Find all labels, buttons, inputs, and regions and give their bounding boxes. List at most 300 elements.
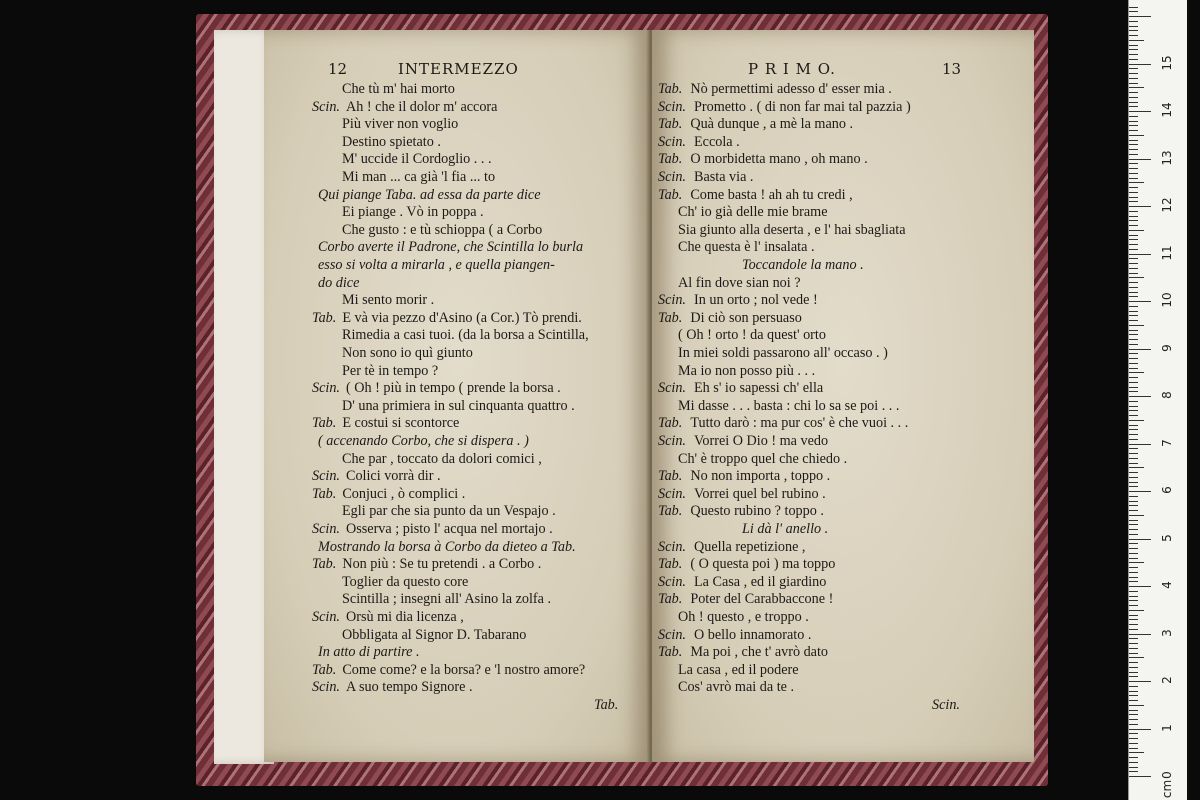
text-line: esso si volta a mirarla , e quella piangen- xyxy=(318,257,555,273)
ruler-tick xyxy=(1129,73,1138,74)
text-line xyxy=(312,520,553,538)
ruler-tick xyxy=(1129,244,1138,245)
speaker-label: Scin. xyxy=(658,433,686,449)
ruler-tick xyxy=(1129,710,1138,711)
ruler-tick xyxy=(1129,349,1151,350)
ruler-label: 9 xyxy=(1160,343,1174,352)
text-line xyxy=(658,485,826,503)
text-line xyxy=(658,150,868,168)
text-line xyxy=(658,379,823,397)
ruler-tick xyxy=(1129,239,1138,240)
ruler-tick xyxy=(1129,653,1138,654)
ruler-tick xyxy=(1129,429,1138,430)
dialogue-text: In un orto ; nol vede ! xyxy=(693,292,818,309)
ruler-tick xyxy=(1129,714,1138,715)
speaker-label: Scin. xyxy=(658,133,686,150)
ruler-tick xyxy=(1129,757,1138,758)
ruler-tick xyxy=(1129,501,1138,502)
ruler-tick xyxy=(1129,182,1144,183)
text-line xyxy=(658,186,853,204)
dialogue-text: Basta via . xyxy=(693,169,754,185)
dialogue-text: Come come? e la borsa? e 'l nostro amore? xyxy=(342,661,586,678)
dialogue-text: Eccola . xyxy=(693,133,740,150)
ruler-tick xyxy=(1129,610,1144,611)
text-line xyxy=(312,379,561,397)
ruler-label: 14 xyxy=(1160,102,1174,118)
speaker-label: Tab. xyxy=(658,151,683,168)
ruler-tick xyxy=(1129,187,1138,188)
ruler-label: 13 xyxy=(1160,149,1174,166)
speaker-label: Scin. xyxy=(658,485,686,502)
dialogue-text: Vorrei O Dio ! ma vedo xyxy=(693,433,829,449)
speaker-label: Tab. xyxy=(312,556,337,573)
dialogue-text: Di ciò son persuaso xyxy=(690,309,802,326)
text-line xyxy=(658,291,818,309)
ruler-tick xyxy=(1129,40,1144,41)
text-line: Ei piange . Vò in poppa . xyxy=(342,204,484,221)
text-line: Cos' avrò mai da te . xyxy=(678,679,795,696)
right-page xyxy=(652,30,1034,762)
speaker-label: Scin. xyxy=(312,679,340,696)
text-line xyxy=(312,661,585,679)
text-line: In atto di partire . xyxy=(318,644,420,661)
ruler-tick xyxy=(1129,154,1138,155)
text-line xyxy=(312,555,541,573)
dialogue-text: La Casa , ed il giardino xyxy=(693,573,827,590)
dialogue-text: O bello innamorato . xyxy=(693,626,812,643)
text-line xyxy=(658,98,911,116)
speaker-label: Tab. xyxy=(658,468,683,485)
text-line: Scin. xyxy=(932,697,960,713)
ruler-tick xyxy=(1129,458,1138,459)
text-line: Mostrando la borsa à Corbo da dieteo a Tab. xyxy=(318,538,576,555)
dialogue-text: Ah ! che il dolor m' accora xyxy=(345,98,498,115)
ruler-tick xyxy=(1129,54,1138,55)
ruler-tick xyxy=(1129,292,1138,293)
ruler-tick xyxy=(1129,35,1138,36)
ruler-tick xyxy=(1129,353,1138,354)
text-line: Al fin dove sian noi ? xyxy=(678,274,801,291)
ruler-tick xyxy=(1129,334,1138,335)
ruler-tick xyxy=(1129,111,1151,112)
ruler-tick xyxy=(1129,415,1138,416)
speaker-label: Tab. xyxy=(658,556,683,573)
dialogue-text: Eh s' io sapessi ch' ella xyxy=(693,380,824,397)
ruler-label: 1 xyxy=(1160,723,1174,732)
text-line xyxy=(658,555,835,573)
ruler-tick xyxy=(1129,771,1138,772)
page-number: 13 xyxy=(942,60,962,78)
text-line: Corbo averte il Padrone, che Scintilla lo burla xyxy=(318,239,584,256)
ruler-tick xyxy=(1129,296,1138,297)
ruler-tick xyxy=(1129,311,1138,312)
text-line: Ch' io già delle mie brame xyxy=(678,204,828,221)
ruler-label: 6 xyxy=(1160,486,1174,494)
ruler-tick xyxy=(1129,339,1138,340)
dialogue-text: Nò permettimi adesso d' esser mia . xyxy=(690,81,892,97)
ruler-tick xyxy=(1129,667,1138,668)
left-page xyxy=(264,30,650,762)
text-line xyxy=(312,485,465,503)
ruler-tick xyxy=(1129,173,1138,174)
ruler-tick xyxy=(1129,520,1138,521)
text-line: Qui piange Taba. ad essa da parte dice xyxy=(318,186,541,203)
ruler-tick xyxy=(1129,453,1138,454)
ruler-tick xyxy=(1129,149,1138,150)
ruler-tick xyxy=(1129,11,1138,12)
text-line xyxy=(658,432,828,450)
speaker-label: Scin. xyxy=(658,573,686,590)
text-line: Obbligata al Signor D. Tabarano xyxy=(342,626,527,643)
ruler-label: 11 xyxy=(1160,244,1174,261)
ruler-tick xyxy=(1129,159,1151,160)
text-line: Tab. xyxy=(594,697,619,713)
ruler-tick xyxy=(1129,634,1151,635)
speaker-label: Scin. xyxy=(658,292,686,309)
text-line: Scintilla ; insegni all' Asino la zolfa . xyxy=(342,591,552,608)
ruler-label: 10 xyxy=(1160,292,1174,308)
text-line xyxy=(658,115,853,133)
ruler-tick xyxy=(1129,401,1138,402)
speaker-label: Tab. xyxy=(658,591,683,608)
ruler-tick xyxy=(1129,125,1138,126)
ruler-tick xyxy=(1129,482,1138,483)
ruler-tick xyxy=(1129,344,1138,345)
ruler-tick xyxy=(1129,315,1138,316)
ruler-tick xyxy=(1129,539,1151,540)
speaker-label: Scin. xyxy=(312,521,340,537)
ruler-label: 3 xyxy=(1160,628,1174,637)
ruler-tick xyxy=(1129,752,1144,753)
ruler-tick xyxy=(1129,387,1138,388)
ruler-tick xyxy=(1129,410,1138,411)
ruler-tick xyxy=(1129,605,1138,606)
ruler-tick xyxy=(1129,738,1138,739)
dialogue-text: Quà dunque , a mè la mano . xyxy=(690,116,854,133)
ruler-tick xyxy=(1129,216,1138,217)
dialogue-text: Tutto darò : ma pur cos' è che vuoi . . . xyxy=(690,415,909,432)
ruler-tick xyxy=(1129,691,1138,692)
ruler-tick xyxy=(1129,306,1138,307)
ruler-tick xyxy=(1129,83,1138,84)
ruler-tick xyxy=(1129,258,1138,259)
text-line: Oh ! questo , e troppo . xyxy=(678,609,809,625)
ruler-tick xyxy=(1129,543,1138,544)
text-line: Destino spietato . xyxy=(342,133,441,150)
text-line: do dice xyxy=(318,274,360,291)
page-header: INTERMEZZO xyxy=(398,60,519,78)
ruler-tick xyxy=(1129,596,1138,597)
ruler-tick xyxy=(1129,733,1138,734)
speaker-label: Scin. xyxy=(658,380,686,397)
ruler-tick xyxy=(1129,30,1138,31)
text-line xyxy=(312,98,497,116)
ruler-tick xyxy=(1129,591,1138,592)
speaker-label: Tab. xyxy=(312,415,337,432)
ruler-tick xyxy=(1129,211,1138,212)
ruler-tick xyxy=(1129,558,1138,559)
ruler-tick xyxy=(1129,192,1138,193)
ruler-tick xyxy=(1129,472,1138,473)
text-line: D' una primiera in sul cinquanta quattro . xyxy=(342,397,575,414)
ruler-tick xyxy=(1129,776,1151,777)
ruler-tick xyxy=(1129,553,1138,554)
text-line xyxy=(658,643,828,661)
ruler-tick xyxy=(1129,254,1151,255)
ruler-tick xyxy=(1129,116,1138,117)
ruler-tick xyxy=(1129,197,1138,198)
ruler-label: 8 xyxy=(1160,391,1174,399)
speaker-label: Scin. xyxy=(658,538,686,555)
ruler-tick xyxy=(1129,268,1138,269)
ruler-tick xyxy=(1129,140,1138,141)
text-line: Mi dasse . . . basta : chi lo sa se poi . . . xyxy=(678,397,900,414)
text-line xyxy=(658,309,802,327)
ruler-tick xyxy=(1129,676,1138,677)
ruler-tick xyxy=(1129,529,1138,530)
speaker-label: Tab. xyxy=(312,309,337,326)
ruler-tick xyxy=(1129,448,1138,449)
speaker-label: Tab. xyxy=(312,485,337,502)
text-line: Ma io non posso più . . . xyxy=(678,362,816,379)
dialogue-text: E và via pezzo d'Asino (a Cor.) Tò prendi. xyxy=(342,309,582,326)
ruler-tick xyxy=(1129,515,1144,516)
ruler-label: 7 xyxy=(1160,438,1174,447)
dialogue-text: Vorrei quel bel rubino . xyxy=(693,485,826,502)
ruler-tick xyxy=(1129,368,1138,369)
dialogue-text: Non più : Se tu pretendi . a Corbo . xyxy=(342,556,542,573)
text-line xyxy=(658,626,811,644)
ruler-tick xyxy=(1129,496,1138,497)
text-line: ( Oh ! orto ! da quest' orto xyxy=(678,327,826,344)
ruler-tick xyxy=(1129,581,1138,582)
ruler-label: 2 xyxy=(1160,676,1174,684)
text-line xyxy=(312,414,459,432)
ruler-tick xyxy=(1129,377,1138,378)
ruler-tick xyxy=(1129,534,1138,535)
ruler-tick xyxy=(1129,382,1138,383)
dialogue-text: E costui si scontorce xyxy=(342,415,460,432)
ruler-label: 4 xyxy=(1160,581,1174,589)
text-line: Mi man ... ca già 'l fia ... to xyxy=(342,169,496,185)
dialogue-text: Conjuci , ò complici . xyxy=(342,485,466,502)
ruler-tick xyxy=(1129,567,1138,568)
text-line: Che par , toccato da dolori comici , xyxy=(342,450,542,467)
text-line: Per tè in tempo ? xyxy=(342,362,439,379)
ruler-tick xyxy=(1129,87,1144,88)
ruler-tick xyxy=(1129,7,1138,8)
dialogue-text: A suo tempo Signore . xyxy=(345,679,473,696)
dialogue-text: ( Oh ! più in tempo ( prende la borsa . xyxy=(345,380,561,397)
ruler-tick xyxy=(1129,586,1151,587)
ruler-tick xyxy=(1129,16,1151,17)
speaker-label: Tab. xyxy=(658,309,683,326)
dialogue-text: No non importa , toppo . xyxy=(690,468,831,485)
ruler-tick xyxy=(1129,524,1138,525)
ruler-unit: cm xyxy=(1160,779,1174,799)
ruler-tick xyxy=(1129,748,1138,749)
ruler-tick xyxy=(1129,363,1138,364)
ruler-tick xyxy=(1129,225,1138,226)
text-line: Che gusto : e tù schioppa ( a Corbo xyxy=(342,221,543,238)
text-line xyxy=(658,573,826,591)
ruler-tick xyxy=(1129,719,1138,720)
ruler-tick xyxy=(1129,477,1138,478)
speaker-label: Tab. xyxy=(658,116,683,133)
ruler-tick xyxy=(1129,510,1138,511)
ruler-tick xyxy=(1129,273,1138,274)
dialogue-text: ( O questa poi ) ma toppo xyxy=(690,556,836,573)
ruler-tick xyxy=(1129,206,1151,207)
ruler-tick xyxy=(1129,78,1138,79)
text-line xyxy=(658,133,740,151)
ruler-tick xyxy=(1129,121,1138,122)
ruler-tick xyxy=(1129,391,1138,392)
ruler-tick xyxy=(1129,287,1138,288)
ruler-tick xyxy=(1129,277,1144,278)
dialogue-text: O morbidetta mano , oh mano . xyxy=(690,151,868,168)
ruler-tick xyxy=(1129,330,1138,331)
ruler-label: 12 xyxy=(1160,197,1174,213)
dialogue-text: Osserva ; pisto l' acqua nel mortajo . xyxy=(345,521,553,537)
text-line: Che questa è l' insalata . xyxy=(678,239,815,256)
ruler-tick xyxy=(1129,562,1144,563)
ruler-tick xyxy=(1129,705,1144,706)
ruler-tick xyxy=(1129,163,1138,164)
ruler-tick xyxy=(1129,372,1144,373)
dialogue-text: Ma poi , che t' avrò dato xyxy=(690,644,829,661)
ruler-tick xyxy=(1129,729,1151,730)
text-line xyxy=(312,309,582,327)
page-header: P R I M O. xyxy=(748,60,836,78)
text-line xyxy=(658,168,753,186)
ruler-tick xyxy=(1129,135,1144,136)
ruler-tick xyxy=(1129,102,1138,103)
ruler-tick xyxy=(1129,230,1144,231)
text-line: Ch' è troppo quel che chiedo . xyxy=(678,450,848,467)
ruler-tick xyxy=(1129,106,1138,107)
ruler-tick xyxy=(1129,572,1138,573)
speaker-label: Scin. xyxy=(658,626,686,643)
speaker-label: Scin. xyxy=(658,98,686,115)
text-line: Che tù m' hai morto xyxy=(342,81,455,97)
ruler-tick xyxy=(1129,406,1138,407)
ruler-tick xyxy=(1129,201,1138,202)
text-line: Non sono io quì giunto xyxy=(342,345,473,361)
text-line xyxy=(312,467,441,485)
ruler-tick xyxy=(1129,358,1138,359)
ruler-tick xyxy=(1129,325,1144,326)
speaker-label: Scin. xyxy=(312,609,340,625)
dialogue-text: Poter del Carabbaccone ! xyxy=(690,591,834,608)
text-line xyxy=(658,414,908,432)
ruler-label: 5 xyxy=(1160,533,1174,542)
text-line: Mi sento morir . xyxy=(342,292,435,309)
text-line xyxy=(312,678,473,696)
ruler-tick xyxy=(1129,178,1138,179)
ruler-tick xyxy=(1129,282,1138,283)
dialogue-text: Orsù mi dia licenza , xyxy=(345,609,464,625)
text-line xyxy=(658,467,830,485)
text-line: Egli par che sia punto da un Vespajo . xyxy=(342,503,556,520)
ruler-tick xyxy=(1129,624,1138,625)
speaker-label: Tab. xyxy=(658,186,683,203)
speaker-label: Tab. xyxy=(658,503,683,520)
ruler-tick xyxy=(1129,420,1144,421)
dialogue-text: Prometto . ( di non far mai tal pazzia ) xyxy=(693,98,911,115)
text-line: ( accenando Corbo, che si dispera . ) xyxy=(318,433,529,449)
ruler-tick xyxy=(1129,92,1138,93)
ruler-label: 15 xyxy=(1160,54,1174,71)
speaker-label: Tab. xyxy=(658,644,683,661)
ruler-tick xyxy=(1129,64,1151,65)
ruler-tick xyxy=(1129,220,1138,221)
ruler-tick xyxy=(1129,638,1138,639)
ruler-tick xyxy=(1129,301,1151,302)
ruler-tick xyxy=(1129,263,1138,264)
ruler-tick xyxy=(1129,629,1138,630)
ruler-tick xyxy=(1129,26,1138,27)
measuring-ruler xyxy=(1128,0,1187,800)
text-line: M' uccide il Cordoglio . . . xyxy=(342,151,492,168)
ruler-tick xyxy=(1129,672,1138,673)
ruler-tick xyxy=(1129,249,1138,250)
ruler-tick xyxy=(1129,695,1138,696)
ruler-tick xyxy=(1129,548,1138,549)
ruler-tick xyxy=(1129,235,1138,236)
ruler-tick xyxy=(1129,45,1138,46)
ruler-tick xyxy=(1129,657,1144,658)
ruler-tick xyxy=(1129,767,1138,768)
speaker-label: Tab. xyxy=(658,415,683,432)
ruler-tick xyxy=(1129,463,1138,464)
text-line xyxy=(312,608,464,626)
speaker-label: Scin. xyxy=(312,380,340,397)
ruler-tick xyxy=(1129,130,1138,131)
text-line xyxy=(658,538,805,556)
text-line: Rimedia a casi tuoi. (da la borsa a Scintilla, xyxy=(342,327,589,344)
text-line: Sia giunto alla deserta , e l' hai sbagliata xyxy=(678,221,906,238)
text-line xyxy=(658,80,892,98)
ruler-tick xyxy=(1129,491,1151,492)
ruler-tick xyxy=(1129,643,1138,644)
speaker-label: Scin. xyxy=(312,468,340,485)
dialogue-text: Come basta ! ah ah tu credi , xyxy=(690,186,853,203)
text-line: La casa , ed il podere xyxy=(678,661,799,678)
ruler-tick xyxy=(1129,97,1138,98)
text-line: Toccandole la mano . xyxy=(742,257,864,273)
ruler-tick xyxy=(1129,320,1138,321)
ruler-tick xyxy=(1129,444,1151,445)
ruler-tick xyxy=(1129,434,1138,435)
ruler-tick xyxy=(1129,396,1151,397)
ruler-tick xyxy=(1129,49,1138,50)
ruler-tick xyxy=(1129,681,1151,682)
text-line xyxy=(658,590,833,608)
dialogue-text: Quella repetizione , xyxy=(693,538,806,555)
speaker-label: Scin. xyxy=(312,98,340,115)
ruler-tick xyxy=(1129,425,1138,426)
text-line: Li dà l' anello . xyxy=(742,521,829,537)
ruler-tick xyxy=(1129,743,1138,744)
ruler-tick xyxy=(1129,648,1138,649)
ruler-tick xyxy=(1129,700,1138,701)
ruler-tick xyxy=(1129,168,1138,169)
ruler-tick xyxy=(1129,68,1138,69)
ruler-tick xyxy=(1129,486,1138,487)
ruler-tick xyxy=(1129,686,1138,687)
ruler-tick xyxy=(1129,21,1138,22)
